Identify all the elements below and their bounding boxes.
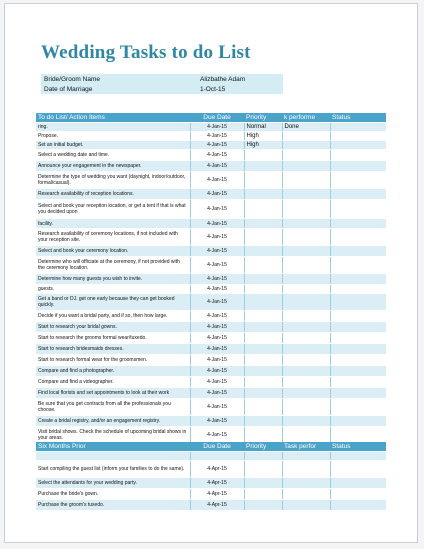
- priority-cell[interactable]: [244, 229, 282, 246]
- performed-cell[interactable]: [282, 355, 330, 366]
- priority-cell[interactable]: [244, 427, 282, 444]
- task-cell[interactable]: Determine the type of wedding you want (daynight, indoor/outdoor, formal/casual).: [36, 172, 190, 189]
- due-date-cell[interactable]: 4-Jan-15: [190, 427, 244, 444]
- due-date-cell[interactable]: 4-Jan-15: [190, 344, 244, 355]
- table-row: [36, 500, 386, 511]
- due-date-cell[interactable]: 4-Jan-15: [190, 161, 244, 172]
- task-cell[interactable]: Compare and find a photographer.: [36, 366, 190, 377]
- performed-cell[interactable]: [282, 219, 330, 229]
- task-cell[interactable]: Start to research the grooms formal wear/tuxedo.: [36, 333, 190, 344]
- status-cell[interactable]: [330, 377, 386, 388]
- due-date-cell[interactable]: 4-Apr-15: [190, 500, 244, 511]
- performed-cell[interactable]: [282, 377, 330, 388]
- status-cell[interactable]: [330, 489, 386, 500]
- due-date-cell[interactable]: 4-Jan-15: [190, 294, 244, 311]
- status-cell[interactable]: [330, 399, 386, 416]
- table-row: [36, 311, 386, 322]
- due-date-cell[interactable]: 4-Jan-15: [190, 311, 244, 322]
- due-date-cell[interactable]: 4-Jan-15: [190, 257, 244, 274]
- task-cell[interactable]: Determine who will officiate at the ceremony, if not provided with the ceremony location.: [36, 257, 190, 274]
- task-cell[interactable]: Select and book your reception location, or get a tent if that is what you decided upon: [36, 200, 190, 219]
- status-cell[interactable]: [330, 200, 386, 219]
- task-cell[interactable]: Start to research your bridal gowns.: [36, 322, 190, 333]
- due-date-cell[interactable]: 4-Jan-15: [190, 172, 244, 189]
- due-date-cell[interactable]: [190, 452, 244, 461]
- table-row: [36, 416, 386, 427]
- task-cell[interactable]: facility.: [36, 219, 190, 229]
- table-row: [36, 377, 386, 388]
- task-cell[interactable]: Purchase the bride's gown.: [36, 489, 190, 500]
- priority-cell[interactable]: [244, 246, 282, 257]
- due-date-cell[interactable]: 4-Jan-15: [190, 399, 244, 416]
- performed-cell[interactable]: [282, 274, 330, 285]
- info-row: [41, 94, 283, 104]
- status-cell[interactable]: [330, 388, 386, 399]
- status-cell[interactable]: [330, 344, 386, 355]
- priority-cell[interactable]: [244, 285, 282, 294]
- priority-cell[interactable]: [244, 344, 282, 355]
- performed-cell[interactable]: [282, 478, 330, 489]
- table-row: [36, 427, 386, 444]
- table-header-row: [36, 113, 386, 123]
- header-performed: Task perfor: [282, 442, 330, 452]
- status-cell[interactable]: [330, 427, 386, 444]
- table-row: [36, 219, 386, 229]
- priority-cell[interactable]: High: [244, 132, 282, 141]
- performed-cell[interactable]: [282, 452, 330, 461]
- status-cell[interactable]: [330, 322, 386, 333]
- status-cell[interactable]: [330, 150, 386, 161]
- priority-cell[interactable]: [244, 200, 282, 219]
- task-cell[interactable]: Start compiling the guest list (inform your families to do the same).: [36, 461, 190, 478]
- performed-cell[interactable]: [282, 141, 330, 150]
- priority-cell[interactable]: [244, 150, 282, 161]
- status-cell[interactable]: [330, 355, 386, 366]
- table-row: [36, 333, 386, 344]
- due-date-cell[interactable]: 4-Jan-15: [190, 219, 244, 229]
- header-priority: Priority: [244, 113, 282, 123]
- performed-cell[interactable]: [282, 399, 330, 416]
- performed-cell[interactable]: [282, 489, 330, 500]
- performed-cell[interactable]: [282, 500, 330, 511]
- task-cell[interactable]: Start to research bridesmaids dresses.: [36, 344, 190, 355]
- priority-cell[interactable]: [244, 500, 282, 511]
- performed-cell[interactable]: [282, 311, 330, 322]
- priority-cell[interactable]: [244, 322, 282, 333]
- info-label[interactable]: [41, 94, 197, 104]
- status-cell[interactable]: [330, 257, 386, 274]
- performed-cell[interactable]: [282, 161, 330, 172]
- performed-cell[interactable]: [282, 285, 330, 294]
- performed-cell[interactable]: [282, 294, 330, 311]
- priority-cell[interactable]: [244, 377, 282, 388]
- priority-cell[interactable]: [244, 416, 282, 427]
- due-date-cell[interactable]: 4-Jan-15: [190, 150, 244, 161]
- table-row: [36, 172, 386, 189]
- header-performed: k performe: [282, 113, 330, 123]
- priority-cell[interactable]: [244, 172, 282, 189]
- table-row: [36, 150, 386, 161]
- due-date-cell[interactable]: 4-Jan-15: [190, 132, 244, 141]
- status-cell[interactable]: [330, 285, 386, 294]
- task-cell[interactable]: Create a bridal registry, and/or an engagement registry.: [36, 416, 190, 427]
- info-row: [41, 84, 283, 94]
- performed-cell[interactable]: [282, 461, 330, 478]
- due-date-cell[interactable]: 4-Jan-15: [190, 388, 244, 399]
- table-row: [36, 200, 386, 219]
- performed-cell[interactable]: Done: [282, 123, 330, 132]
- due-date-cell[interactable]: 4-Jan-15: [190, 189, 244, 200]
- table-row: [36, 399, 386, 416]
- table-row: [36, 366, 386, 377]
- header-task: Six Months Prior: [36, 442, 190, 452]
- performed-cell[interactable]: [282, 257, 330, 274]
- priority-cell[interactable]: [244, 388, 282, 399]
- due-date-cell[interactable]: 4-Jan-15: [190, 322, 244, 333]
- header-status: Status: [330, 442, 386, 452]
- priority-cell[interactable]: [244, 311, 282, 322]
- performed-cell[interactable]: [282, 427, 330, 444]
- task-cell[interactable]: Select a wedding date and time.: [36, 150, 190, 161]
- due-date-cell[interactable]: 4-Jan-15: [190, 416, 244, 427]
- priority-cell[interactable]: [244, 355, 282, 366]
- table-row: [36, 123, 386, 132]
- status-cell[interactable]: [330, 246, 386, 257]
- task-cell[interactable]: Announce your engagement in the newspaper.: [36, 161, 190, 172]
- table-header-row: [36, 442, 386, 452]
- task-cell[interactable]: [36, 452, 190, 461]
- status-cell[interactable]: [330, 123, 386, 132]
- task-cell[interactable]: Visit bridal shows. Check the schedule of upcoming bridal shows in your areas.: [36, 427, 190, 444]
- priority-cell[interactable]: [244, 399, 282, 416]
- performed-cell[interactable]: [282, 333, 330, 344]
- due-date-cell[interactable]: 4-Jan-15: [190, 333, 244, 344]
- table-row: [36, 132, 386, 141]
- info-label[interactable]: Bride/Groom Name: [44, 75, 100, 83]
- status-cell[interactable]: [330, 132, 386, 141]
- performed-cell[interactable]: [282, 416, 330, 427]
- task-cell[interactable]: guests.: [36, 285, 190, 294]
- due-date-cell[interactable]: 4-Apr-15: [190, 461, 244, 478]
- task-cell[interactable]: Select the attendants for your wedding party.: [36, 478, 190, 489]
- table-row: [36, 141, 386, 150]
- status-cell[interactable]: [330, 219, 386, 229]
- performed-cell[interactable]: [282, 132, 330, 141]
- table-row: [36, 189, 386, 200]
- status-cell[interactable]: [330, 366, 386, 377]
- task-cell[interactable]: ring.: [36, 123, 190, 132]
- table-row: [36, 285, 386, 294]
- performed-cell[interactable]: [282, 229, 330, 246]
- performed-cell[interactable]: [282, 344, 330, 355]
- performed-cell[interactable]: [282, 366, 330, 377]
- status-cell[interactable]: [330, 189, 386, 200]
- status-cell[interactable]: [330, 478, 386, 489]
- priority-cell[interactable]: [244, 161, 282, 172]
- status-cell[interactable]: [330, 311, 386, 322]
- due-date-cell[interactable]: 4-Jan-15: [190, 366, 244, 377]
- status-cell[interactable]: [330, 416, 386, 427]
- table-row: [36, 388, 386, 399]
- priority-cell[interactable]: Normal: [244, 123, 282, 132]
- priority-cell[interactable]: [244, 478, 282, 489]
- due-date-cell[interactable]: 4-Apr-15: [190, 489, 244, 500]
- table-row: [36, 355, 386, 366]
- priority-cell[interactable]: High: [244, 141, 282, 150]
- priority-cell[interactable]: [244, 274, 282, 285]
- status-cell[interactable]: [330, 274, 386, 285]
- tasks-table-first: [36, 113, 386, 444]
- due-date-cell[interactable]: 4-Jan-15: [190, 229, 244, 246]
- table-row: [36, 246, 386, 257]
- info-value[interactable]: [197, 94, 283, 104]
- due-date-cell[interactable]: 4-Jan-15: [190, 377, 244, 388]
- performed-cell[interactable]: [282, 200, 330, 219]
- task-cell[interactable]: Set an initial budget.: [36, 141, 190, 150]
- info-value[interactable]: Alizbathe Adam: [200, 75, 246, 83]
- due-date-cell[interactable]: 4-Jan-15: [190, 355, 244, 366]
- status-cell[interactable]: [330, 294, 386, 311]
- priority-cell[interactable]: [244, 366, 282, 377]
- priority-cell[interactable]: [244, 333, 282, 344]
- due-date-cell[interactable]: 4-Jan-15: [190, 141, 244, 150]
- table-row: [36, 322, 386, 333]
- table-row: [36, 478, 386, 489]
- due-date-cell[interactable]: 4-Jan-15: [190, 285, 244, 294]
- status-cell[interactable]: [330, 452, 386, 461]
- priority-cell[interactable]: [244, 219, 282, 229]
- table-row: [36, 452, 386, 461]
- priority-cell[interactable]: [244, 294, 282, 311]
- tasks-table-six-months: [36, 442, 386, 511]
- table-row: [36, 257, 386, 274]
- info-value[interactable]: 1-Oct-15: [200, 85, 226, 93]
- status-cell[interactable]: [330, 461, 386, 478]
- task-cell[interactable]: Get a band or DJ. get one early because they can get booked quickly.: [36, 294, 190, 311]
- table-row: [36, 229, 386, 246]
- performed-cell[interactable]: [282, 189, 330, 200]
- header-due-date: Due Date: [190, 442, 244, 452]
- table-row: [36, 161, 386, 172]
- performed-cell[interactable]: [282, 388, 330, 399]
- priority-cell[interactable]: [244, 452, 282, 461]
- status-cell[interactable]: [330, 172, 386, 189]
- task-cell[interactable]: Be sure that you get contracts from all the professionals you choose.: [36, 399, 190, 416]
- task-cell[interactable]: Compare and find a videographer.: [36, 377, 190, 388]
- status-cell[interactable]: [330, 500, 386, 511]
- priority-cell[interactable]: [244, 189, 282, 200]
- performed-cell[interactable]: [282, 172, 330, 189]
- status-cell[interactable]: [330, 333, 386, 344]
- table-row: [36, 489, 386, 500]
- info-label[interactable]: Date of Marriage: [44, 85, 93, 93]
- header-due-date: Due Date: [190, 113, 244, 123]
- header-status: Status: [330, 113, 386, 123]
- due-date-cell[interactable]: 4-Jan-15: [190, 200, 244, 219]
- task-cell[interactable]: Research availability of ceremony locations, if not included with your reception site.: [36, 229, 190, 246]
- performed-cell[interactable]: [282, 246, 330, 257]
- due-date-cell[interactable]: 4-Jan-15: [190, 123, 244, 132]
- table-row: [36, 344, 386, 355]
- priority-cell[interactable]: [244, 461, 282, 478]
- due-date-cell[interactable]: 4-Jan-15: [190, 274, 244, 285]
- table-row: [36, 461, 386, 478]
- priority-cell[interactable]: [244, 489, 282, 500]
- wedding-info-table: [41, 74, 283, 104]
- task-cell[interactable]: Purchase the groom's tuxedo.: [36, 500, 190, 511]
- task-cell[interactable]: Find local florists and set appointments to look at their work: [36, 388, 190, 399]
- due-date-cell[interactable]: 4-Apr-15: [190, 478, 244, 489]
- task-cell[interactable]: Decide if you want a bridal party, and if so, then how large.: [36, 311, 190, 322]
- header-task: To do List/ Action Items: [36, 113, 190, 123]
- task-cell[interactable]: Research availability of reception locations.: [36, 189, 190, 200]
- priority-cell[interactable]: [244, 257, 282, 274]
- task-cell[interactable]: Select and book your ceremony location.: [36, 246, 190, 257]
- header-priority: Priority: [244, 442, 282, 452]
- status-cell[interactable]: [330, 141, 386, 150]
- task-cell[interactable]: Start to research formal wear for the groomsmen.: [36, 355, 190, 366]
- task-cell[interactable]: Determine how many guests you wish to invite.: [36, 274, 190, 285]
- task-cell[interactable]: Propose.: [36, 132, 190, 141]
- info-row: [41, 74, 283, 84]
- page-title: Wedding Tasks to do List: [41, 42, 251, 63]
- status-cell[interactable]: [330, 161, 386, 172]
- due-date-cell[interactable]: 4-Jan-15: [190, 246, 244, 257]
- performed-cell[interactable]: [282, 150, 330, 161]
- performed-cell[interactable]: [282, 322, 330, 333]
- table-row: [36, 294, 386, 311]
- table-row: [36, 274, 386, 285]
- status-cell[interactable]: [330, 229, 386, 246]
